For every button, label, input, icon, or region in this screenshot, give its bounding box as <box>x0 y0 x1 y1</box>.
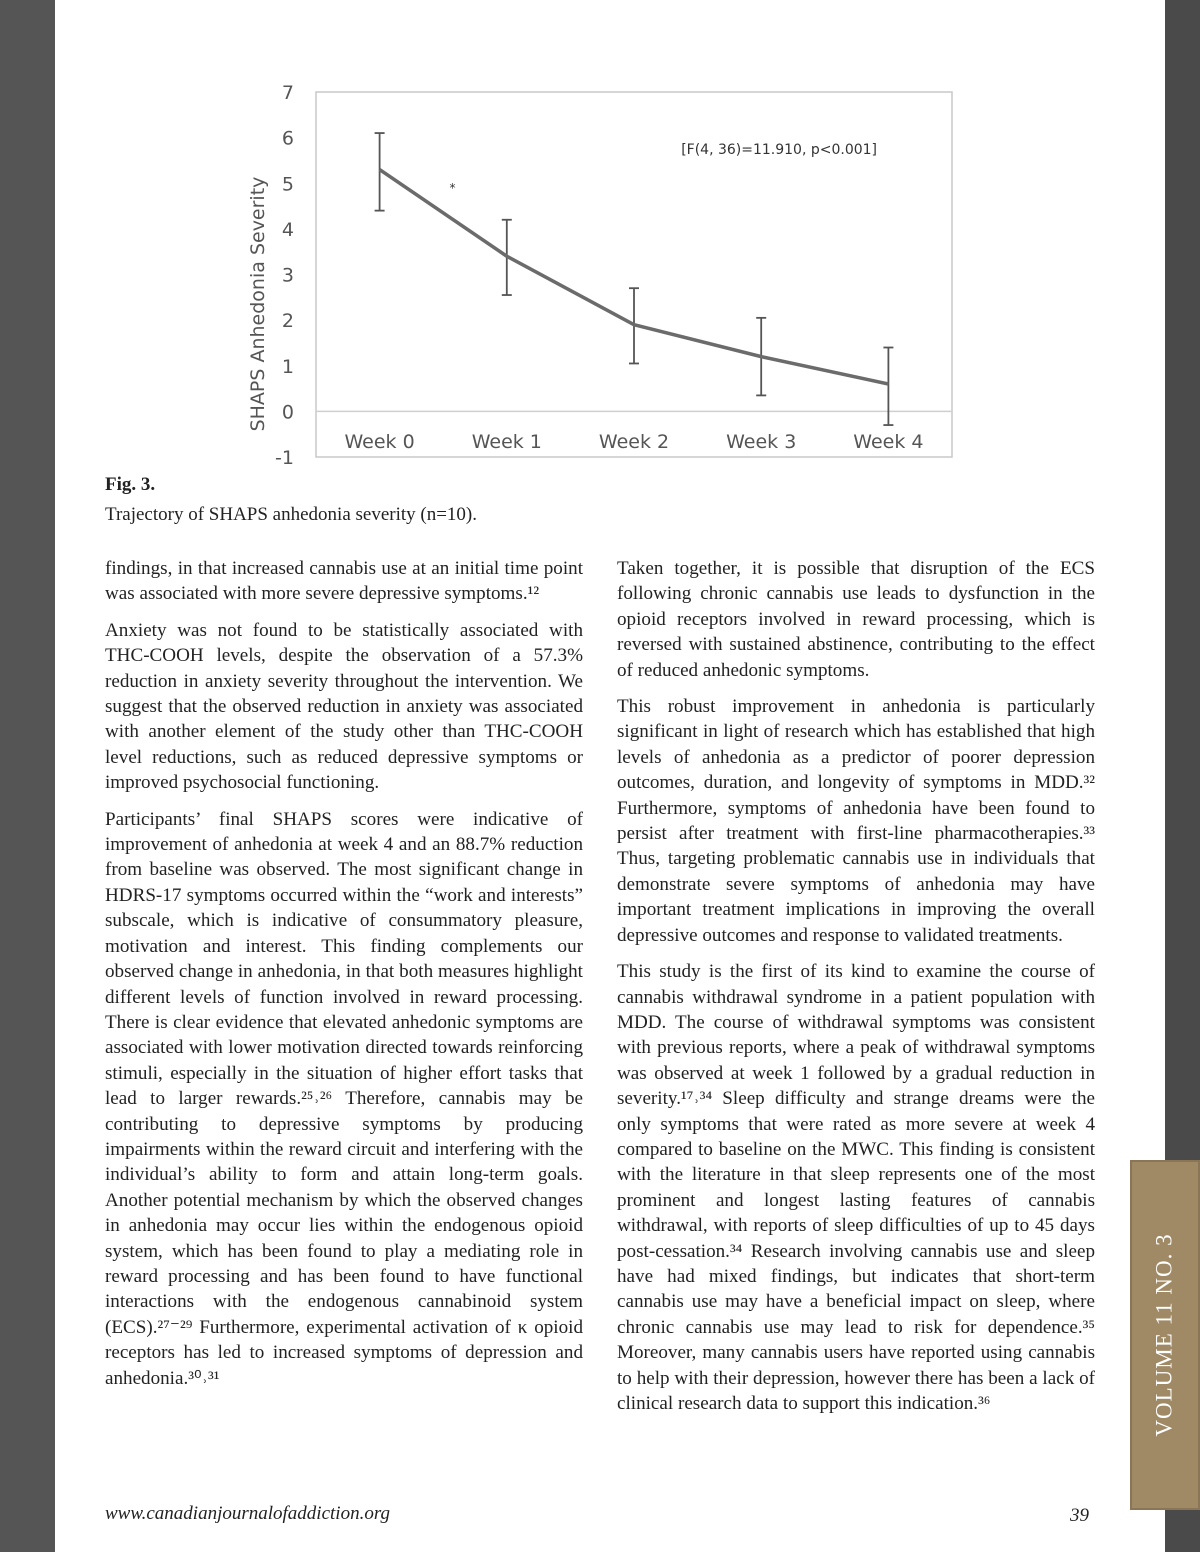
volume-label: VOLUME 11 NO. 3 <box>1152 1233 1177 1437</box>
y-tick-label: 7 <box>281 82 294 104</box>
x-tick-labels <box>345 431 924 453</box>
significance-asterisk: * <box>449 180 456 195</box>
footer-website-link[interactable]: www.canadianjournalofaddiction.org <box>105 1503 391 1524</box>
y-axis-label: SHAPS Anhedonia Severity <box>247 176 269 432</box>
y-tick-labels <box>275 82 294 469</box>
paragraph: Anxiety was not found to be statistically associated with THC-COOH levels, despite the observation of a 57.3% reduction in anxiety severity throughout the intervention. We suggest that the observed reduction in anxiety was associated with another element of the study other than THC-COOH level reductions, such as reduced depressive symptoms or improved psychosocial functioning. <box>105 619 583 794</box>
y-tick-label: 1 <box>281 355 294 378</box>
figure-label: Fig. 3. <box>105 474 156 495</box>
volume-side-tab <box>1130 1160 1200 1510</box>
paragraph: Participants’ final SHAPS scores were indicative of improvement of anhedonia at week 4 and an 88.7% reduction from baseline was observed. The most significant change in HDRS-17 symptoms occurred within the “work and interests” subscale, which is indicative of consummatory pleasure, motivation and interest. This finding complements our observed change in anhedonia, in that both measures highlight different levels of function involved in reward processing. There is clear evidence that elevated anhedonic symptoms are associated with lower motivation directed towards reinforcing stimuli, especially in the situation of higher effort tasks that lead to larger rewards.²⁵˒²⁶ Therefore, cannabis may be contributing to depressive symptoms by producing impairments within the reward circuit and interfering with the individual’s ability to form and attain long-term goals. Another potential mechanism by which the observed changes in anhedonia may occur lies within the endogenous opioid system, which has been found to play a mediating role in reward processing and has been found to have functional interactions with the endogenous cannabinoid system (ECS).²⁷⁻²⁹ Furthermore, experimental activation of κ opioid receptors has led to increased symptoms of depression and anhedonia.³⁰˒³¹ <box>105 808 583 1389</box>
y-tick-label: 0 <box>281 401 294 424</box>
y-tick-label: 2 <box>281 310 294 333</box>
paragraph: This study is the first of its kind to examine the course of cannabis withdrawal syndrome in a patient population with MDD. The course of withdrawal symptoms was consistent with previous reports, where a peak of withdrawal symptoms was observed at week 1 followed by a gradual reduction in severity.¹⁷˒³⁴ Sleep difficulty and strange dreams were the only symptoms that were rated as more severe at week 4 compared to baseline on the MWC. This finding is consistent with the literature in that sleep represents one of the most prominent and longest lasting features of cannabis withdrawal, with reports of sleep difficulties of up to 45 days post-cessation.³⁴ Research involving cannabis use and sleep have had mixed findings, but indicates that short-term cannabis use may have a beneficial impact on sleep, where chronic cannabis use may lead to risk for dependence.³⁵ Moreover, many cannabis users have reported using cannabis to help with their depression, however there has been a lack of clinical research data to support this indication.³⁶ <box>617 961 1095 1414</box>
paragraph: Taken together, it is possible that disruption of the ECS following chronic cannabis use leads to dysfunction in the opioid receptors involved in reward processing, which is reversed with sustained abstinence, contributing to the effect of reduced anhedonic symptoms. <box>617 558 1095 681</box>
x-tick-label: Week 1 <box>471 431 542 453</box>
left-text-column <box>105 556 583 1402</box>
x-tick-label: Week 0 <box>344 431 415 453</box>
right-text-column <box>617 556 1095 1427</box>
x-tick-label: Week 2 <box>598 431 670 453</box>
page-number: 39 <box>1070 1505 1089 1526</box>
paragraph: findings, in that increased cannabis use at an initial time point was associated with more severe depressive symptoms.¹² <box>105 558 583 605</box>
error-bars <box>375 133 894 425</box>
x-tick-label: Week 4 <box>853 431 924 453</box>
y-tick-label: 3 <box>281 264 294 287</box>
figure-caption: Trajectory of SHAPS anhedonia severity (n=10). <box>105 504 478 525</box>
shaps-line-chart <box>240 70 970 470</box>
y-tick-label: 6 <box>281 127 294 150</box>
x-tick-label: Week 3 <box>726 431 797 453</box>
paragraph: This robust improvement in anhedonia is particularly significant in light of research which has established that high levels of anhedonia as a predictor of poorer depression outcomes, duration, and longevity of symptoms in MDD.³² Furthermore, symptoms of anhedonia have been found to persist after treatment with first-line pharmacotherapies.³³ Thus, targeting problematic cannabis use in individuals that demonstrate severe symptoms of anhedonia may have important treatment implications in improving the overall depressive outcomes and response to validated treatments. <box>617 696 1095 946</box>
y-tick-label: -1 <box>275 447 294 469</box>
y-tick-label: 5 <box>281 173 294 196</box>
y-tick-label: 4 <box>281 218 294 241</box>
anova-annotation: [F(4, 36)=11.910, p<0.001] <box>681 142 878 159</box>
